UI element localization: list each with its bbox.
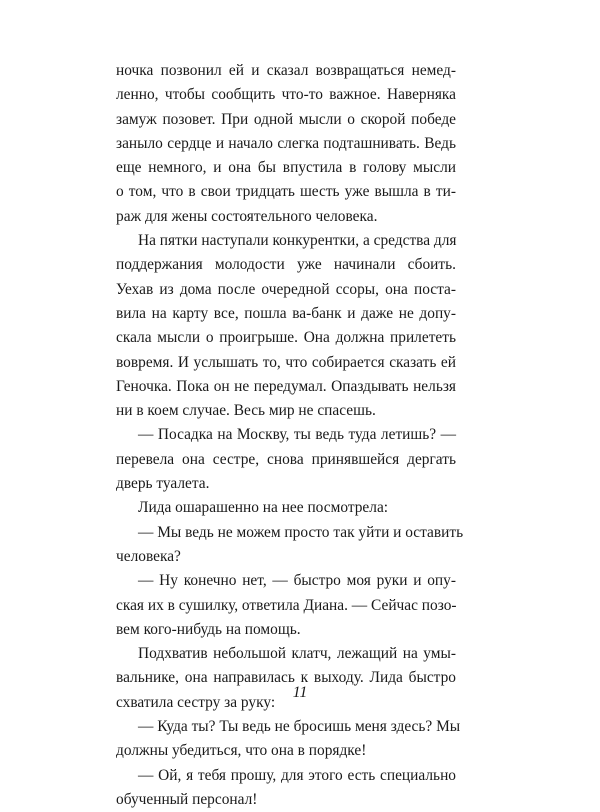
text-line: Уехав из дома после очередной ссоры, она поста- xyxy=(116,280,456,298)
text-line: раж для жены состоятельного человека. xyxy=(116,207,378,225)
text-line: — Посадка на Москву, ты ведь туда летишь? — xyxy=(138,426,456,444)
paragraph xyxy=(116,569,456,642)
paragraph xyxy=(116,764,456,812)
text-line: замуж позовет. При одной мысли о скорой победе xyxy=(116,110,456,128)
text-line: — Мы ведь не можем просто так уйти и оставить xyxy=(138,523,464,541)
text-line: На пятки наступали конкурентки, а средства для xyxy=(138,232,457,250)
text-line: ночка позвонил ей и сказал возвращаться немед- xyxy=(116,62,456,79)
text-line: ни в коем случае. Весь мир не спасешь. xyxy=(116,402,376,420)
text-line: — Ой, я тебя прошу, для этого есть специально xyxy=(138,766,456,784)
text-line: вем кого-нибудь на помощь. xyxy=(116,620,301,638)
paragraph xyxy=(116,642,456,715)
text-line: вовремя. И услышать то, что собирается сказать ей xyxy=(116,353,456,371)
text-line: Геночка. Пока он не передумал. Опаздывать нельзя xyxy=(116,377,456,395)
text-line: Лида ошарашенно на нее посмотрела: xyxy=(138,499,389,517)
text-line: дверь туалета. xyxy=(116,475,210,493)
text-line: перевела она сестре, снова принявшейся дергать xyxy=(116,450,456,468)
paragraph xyxy=(116,229,456,423)
text-line: скала мысли о проигрыше. Она должна прилететь xyxy=(116,329,456,347)
page-number: 11 xyxy=(292,684,308,701)
text-line: — Ну конечно нет, — быстро моя руки и опу- xyxy=(138,572,456,590)
paragraph xyxy=(116,423,456,496)
text-line: обученный персонал! xyxy=(116,790,258,808)
text-line: вальнике, она направилась к выходу. Лида быстро xyxy=(116,669,456,687)
text-line: заныло сердце и начало слегка подташнивать. Ведь xyxy=(116,134,456,152)
text-line: человека? xyxy=(116,547,181,565)
paragraph xyxy=(116,521,464,570)
text-line: — Куда ты? Ты ведь не бросишь меня здесь? Мы xyxy=(138,718,461,736)
text-line: еще немного, и она бы впустила в голову мысли xyxy=(116,159,456,177)
text-line: схватила сестру за руку: xyxy=(116,693,276,711)
paragraph xyxy=(116,715,461,764)
text-line: должны убедиться, что она в порядке! xyxy=(116,742,367,760)
text-line: о том, что в свои тридцать шесть уже вышла в ти- xyxy=(116,183,456,201)
text-line: ленно, чтобы сообщить что-то важное. Наверняка xyxy=(116,86,456,104)
paragraph xyxy=(116,496,456,520)
text-line: вила на карту все, пошла ва-банк и даже не допу- xyxy=(116,304,456,322)
paragraph xyxy=(116,59,456,229)
text-line: ская их в сушилку, ответила Диана. — Сейчас позо- xyxy=(116,596,457,614)
text-line: поддержания молодости уже начинали сбоить. xyxy=(116,256,456,274)
text-line: Подхватив небольшой клатч, лежащий на умы- xyxy=(138,645,456,663)
